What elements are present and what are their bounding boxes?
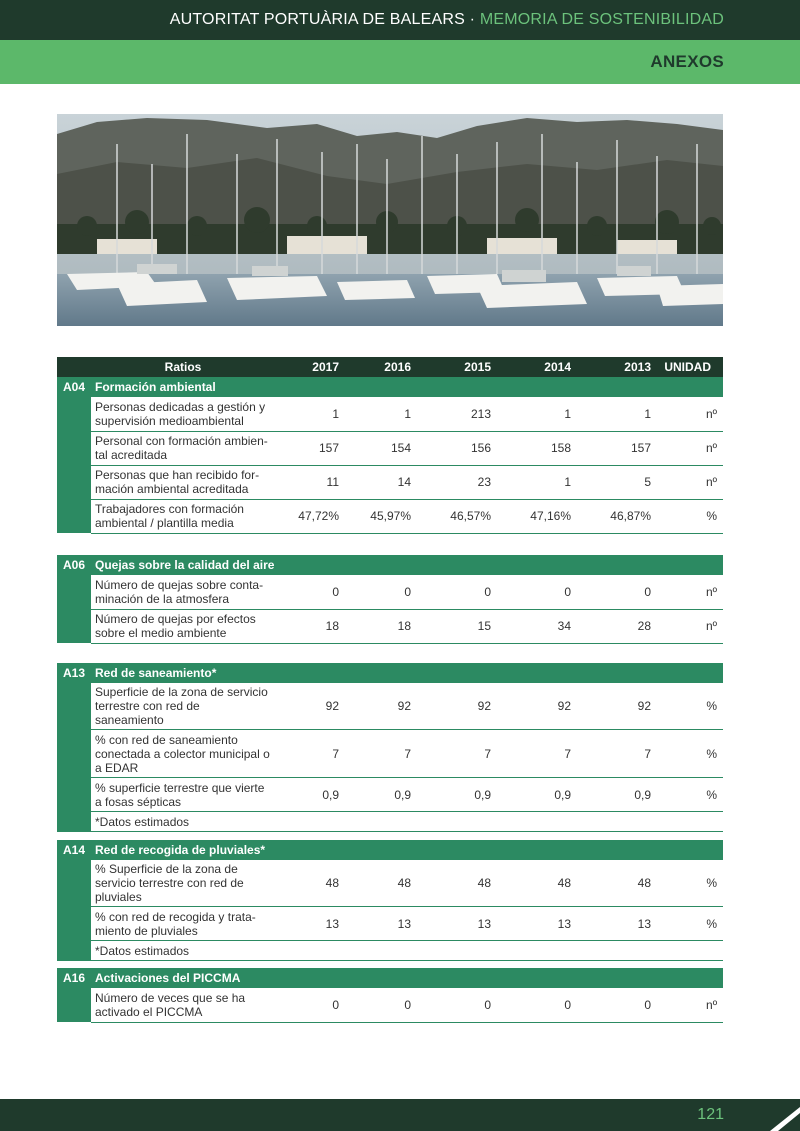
cell-value: 28 <box>577 609 657 643</box>
table-row <box>57 860 723 907</box>
side-band <box>57 575 91 609</box>
cell-value: 0 <box>275 988 345 1022</box>
cell-value: 213 <box>417 397 497 431</box>
marina-photo <box>57 114 723 326</box>
header-year: 2016 <box>345 357 417 377</box>
section-row <box>57 377 723 397</box>
cell-value: 7 <box>417 730 497 778</box>
section-row <box>57 663 723 683</box>
ratios-table-a14 <box>57 840 723 961</box>
section-title: Red de saneamiento* <box>91 663 723 683</box>
cell-value: 15 <box>417 609 497 643</box>
table-note: *Datos estimados <box>91 941 723 961</box>
cell-value: 157 <box>577 431 657 465</box>
row-label: % Superficie de la zona de servicio terrestre con red de pluviales <box>91 860 275 907</box>
row-label: Número de veces que se ha activado el PICCMA <box>91 988 275 1022</box>
header-year: 2017 <box>275 357 345 377</box>
cell-value: 0 <box>275 575 345 609</box>
cell-value: 0 <box>577 988 657 1022</box>
ratios-table-a04 <box>57 357 723 534</box>
table-note-row <box>57 812 723 832</box>
cell-value: 0,9 <box>577 778 657 812</box>
cell-value: 0 <box>417 575 497 609</box>
row-label: Personas dedicadas a gestión y supervisión medioambiental <box>91 397 275 431</box>
cell-value: 156 <box>417 431 497 465</box>
cell-unit: % <box>657 907 723 941</box>
section-code: A06 <box>57 555 91 575</box>
cell-value: 1 <box>577 397 657 431</box>
cell-value: 1 <box>497 397 577 431</box>
cell-value: 48 <box>577 860 657 907</box>
side-band <box>57 609 91 643</box>
header-unit: UNIDAD <box>657 357 723 377</box>
diagonal-stripe-decoration <box>740 1099 800 1131</box>
side-band <box>57 778 91 812</box>
cell-value: 0 <box>345 575 417 609</box>
row-label: Personas que han recibido for-mación ambiental acreditada <box>91 465 275 499</box>
cell-unit: nº <box>657 431 723 465</box>
cell-value: 154 <box>345 431 417 465</box>
table-row <box>57 431 723 465</box>
cell-value: 48 <box>417 860 497 907</box>
cell-value: 0,9 <box>275 778 345 812</box>
side-band <box>57 988 91 1022</box>
cell-value: 47,72% <box>275 499 345 533</box>
cell-value: 7 <box>497 730 577 778</box>
cell-value: 1 <box>345 397 417 431</box>
cell-value: 7 <box>275 730 345 778</box>
section-code: A14 <box>57 840 91 860</box>
table-row <box>57 397 723 431</box>
report-name: MEMORIA DE SOSTENIBILIDAD <box>479 11 724 28</box>
cell-value: 13 <box>577 907 657 941</box>
table-row <box>57 988 723 1022</box>
title-separator: · <box>465 11 480 28</box>
table-row <box>57 499 723 533</box>
cell-value: 92 <box>417 683 497 730</box>
section-code: A04 <box>57 377 91 397</box>
section-row <box>57 840 723 860</box>
cell-value: 23 <box>417 465 497 499</box>
cell-value: 92 <box>577 683 657 730</box>
side-band <box>57 860 91 907</box>
side-band <box>57 907 91 941</box>
cell-value: 158 <box>497 431 577 465</box>
cell-value: 13 <box>497 907 577 941</box>
cell-value: 0 <box>345 988 417 1022</box>
header-spacer <box>57 357 91 377</box>
cell-unit: nº <box>657 609 723 643</box>
cell-value: 13 <box>345 907 417 941</box>
table-row <box>57 907 723 941</box>
top-header-bar <box>0 0 800 40</box>
cell-value: 46,57% <box>417 499 497 533</box>
row-label: % con red de recogida y trata-miento de pluviales <box>91 907 275 941</box>
cell-value: 92 <box>345 683 417 730</box>
side-band <box>57 683 91 730</box>
cell-value: 0,9 <box>417 778 497 812</box>
side-band <box>57 941 91 961</box>
ratios-table-a16 <box>57 968 723 1023</box>
table-row <box>57 609 723 643</box>
cell-value: 92 <box>497 683 577 730</box>
cell-value: 5 <box>577 465 657 499</box>
section-code: A16 <box>57 968 91 988</box>
cell-unit: % <box>657 499 723 533</box>
row-label: Número de quejas por efectos sobre el medio ambiente <box>91 609 275 643</box>
row-label: Trabajadores con formación ambiental / plantilla media <box>91 499 275 533</box>
side-band <box>57 812 91 832</box>
section-title: ANEXOS <box>650 52 724 71</box>
section-row <box>57 555 723 575</box>
side-band <box>57 397 91 431</box>
cell-value: 18 <box>345 609 417 643</box>
table-header-row <box>57 357 723 377</box>
cell-value: 0 <box>577 575 657 609</box>
cell-value: 1 <box>275 397 345 431</box>
cell-value: 0,9 <box>497 778 577 812</box>
cell-value: 0 <box>497 575 577 609</box>
ratios-table-a06 <box>57 555 723 644</box>
cell-value: 92 <box>275 683 345 730</box>
cell-value: 7 <box>577 730 657 778</box>
organization-name: AUTORITAT PORTUÀRIA DE BALEARS <box>169 11 466 28</box>
cell-unit: % <box>657 683 723 730</box>
table-row <box>57 575 723 609</box>
section-title: Activaciones del PICCMA <box>91 968 723 988</box>
marina-illustration <box>57 114 723 326</box>
cell-unit: nº <box>657 988 723 1022</box>
row-label: Superficie de la zona de servicio terrestre con red de saneamiento <box>91 683 275 730</box>
cell-value: 18 <box>275 609 345 643</box>
table-row <box>57 683 723 730</box>
cell-value: 48 <box>345 860 417 907</box>
row-label: Número de quejas sobre conta-minación de la atmosfera <box>91 575 275 609</box>
cell-unit: nº <box>657 397 723 431</box>
page-footer <box>0 1099 800 1131</box>
cell-value: 0 <box>417 988 497 1022</box>
page-number: 121 <box>697 1106 724 1123</box>
table-row <box>57 778 723 812</box>
section-title: Formación ambiental <box>91 377 723 397</box>
section-code: A13 <box>57 663 91 683</box>
cell-value: 47,16% <box>497 499 577 533</box>
cell-value: 13 <box>275 907 345 941</box>
side-band <box>57 465 91 499</box>
cell-value: 7 <box>345 730 417 778</box>
header-year: 2015 <box>417 357 497 377</box>
header-year: 2013 <box>577 357 657 377</box>
cell-value: 0,9 <box>345 778 417 812</box>
cell-unit: % <box>657 730 723 778</box>
cell-value: 48 <box>275 860 345 907</box>
cell-value: 34 <box>497 609 577 643</box>
section-row <box>57 968 723 988</box>
side-band <box>57 431 91 465</box>
cell-unit: % <box>657 860 723 907</box>
ratios-table-a13 <box>57 663 723 832</box>
row-label: % con red de saneamiento conectada a colector municipal o a EDAR <box>91 730 275 778</box>
publication-title <box>170 11 724 29</box>
row-label: % superficie terrestre que vierte a fosas sépticas <box>91 778 275 812</box>
table-note-row <box>57 941 723 961</box>
cell-value: 45,97% <box>345 499 417 533</box>
cell-value: 11 <box>275 465 345 499</box>
section-bar <box>0 40 800 84</box>
cell-value: 157 <box>275 431 345 465</box>
cell-unit: % <box>657 778 723 812</box>
row-label: Personal con formación ambien-tal acreditada <box>91 431 275 465</box>
cell-value: 14 <box>345 465 417 499</box>
cell-unit: nº <box>657 465 723 499</box>
side-band <box>57 499 91 533</box>
cell-value: 1 <box>497 465 577 499</box>
section-title: Red de recogida de pluviales* <box>91 840 723 860</box>
header-ratios: Ratios <box>91 357 275 377</box>
cell-value: 0 <box>497 988 577 1022</box>
cell-value: 48 <box>497 860 577 907</box>
cell-value: 13 <box>417 907 497 941</box>
table-note: *Datos estimados <box>91 812 723 832</box>
header-year: 2014 <box>497 357 577 377</box>
section-title: Quejas sobre la calidad del aire <box>91 555 723 575</box>
cell-unit: nº <box>657 575 723 609</box>
side-band <box>57 730 91 778</box>
table-row <box>57 465 723 499</box>
cell-value: 46,87% <box>577 499 657 533</box>
table-row <box>57 730 723 778</box>
